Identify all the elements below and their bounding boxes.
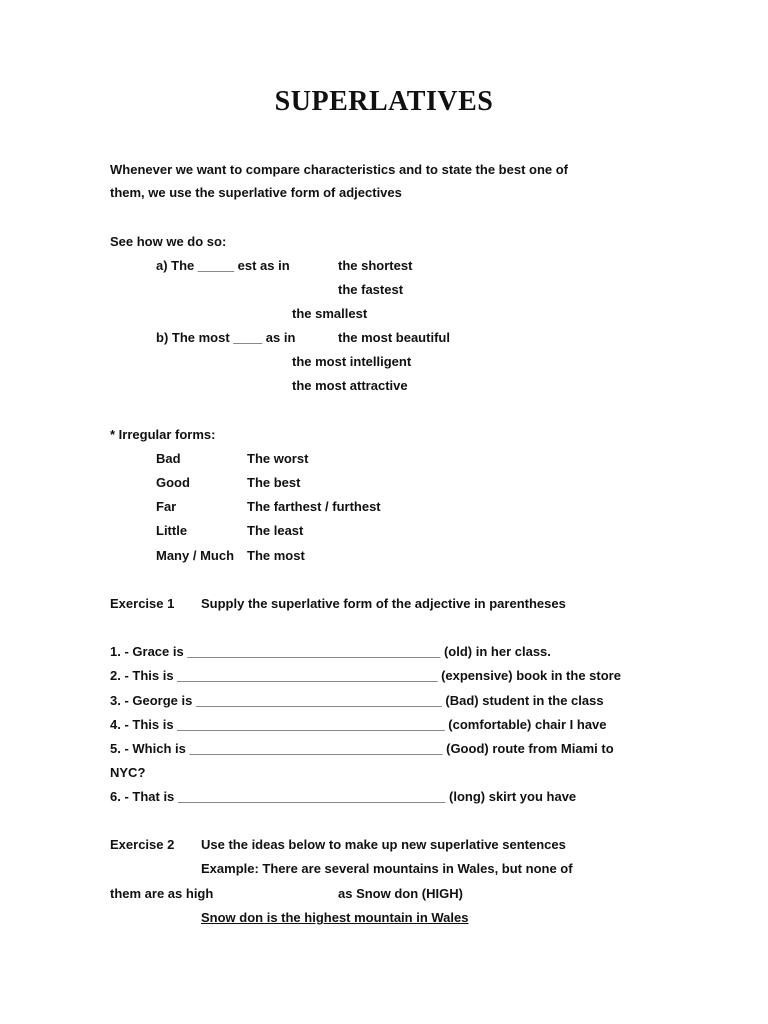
exercise-1-item: 2. - This is ____________________________________ (expensive) book in the store (110, 668, 621, 683)
intro-line-2: them, we use the superlative form of adjectives (110, 185, 402, 200)
rule-b-example: the most attractive (292, 378, 408, 393)
rule-b: b) The most ____ as in (156, 330, 296, 345)
exercise-2-label: Exercise 2 (110, 837, 175, 852)
rule-a-example: the smallest (292, 306, 368, 321)
exercise-1-item: 3. - George is __________________________________ (Bad) student in the class (110, 693, 604, 708)
irregular-base: Many / Much (156, 548, 235, 563)
irregular-superlative: The least (247, 523, 304, 538)
rule-b-example: the most intelligent (292, 354, 412, 369)
exercise-1-label: Exercise 1 (110, 596, 175, 611)
page-title: SUPERLATIVES (274, 86, 494, 117)
exercise-1-item: 6. - That is _____________________________________ (long) skirt you have (110, 789, 577, 804)
exercise-1-item: 1. - Grace is ___________________________________ (old) in her class. (110, 644, 551, 659)
exercise-2-example-continued: as Snow don (HIGH) (338, 886, 463, 901)
irregular-superlative: The farthest / furthest (247, 499, 381, 514)
rule-a: a) The _____ est as in (156, 258, 290, 273)
exercise-1-instruction: Supply the superlative form of the adjective in parentheses (201, 596, 566, 611)
rule-b-example: the most beautiful (338, 330, 450, 345)
exercise-1-item: 5. - Which is ___________________________________ (Good) route from Miami to (110, 741, 614, 756)
irregular-base: Bad (156, 451, 181, 466)
exercise-2-instruction: Use the ideas below to make up new superlative sentences (201, 837, 566, 852)
irregular-base: Good (156, 475, 190, 490)
intro-line-1: Whenever we want to compare characteristics and to state the best one of (110, 162, 569, 177)
irregular-base: Little (156, 523, 188, 538)
irregular-superlative: The most (247, 548, 305, 563)
irregular-heading: * Irregular forms: (110, 427, 216, 442)
exercise-2-example: Example: There are several mountains in Wales, but none of (201, 861, 573, 876)
irregular-superlative: The best (247, 475, 301, 490)
rule-a-example: the fastest (338, 282, 404, 297)
see-how-heading: See how we do so: (110, 234, 227, 249)
exercise-2-answer: Snow don is the highest mountain in Wales (201, 910, 469, 925)
irregular-superlative: The worst (247, 451, 309, 466)
rule-a-example: the shortest (338, 258, 413, 273)
exercise-1-item-continued: NYC? (110, 765, 146, 780)
irregular-base: Far (156, 499, 177, 514)
exercise-1-item: 4. - This is _____________________________________ (comfortable) chair I have (110, 717, 607, 732)
exercise-2-example-continued: them are as high (110, 886, 214, 901)
